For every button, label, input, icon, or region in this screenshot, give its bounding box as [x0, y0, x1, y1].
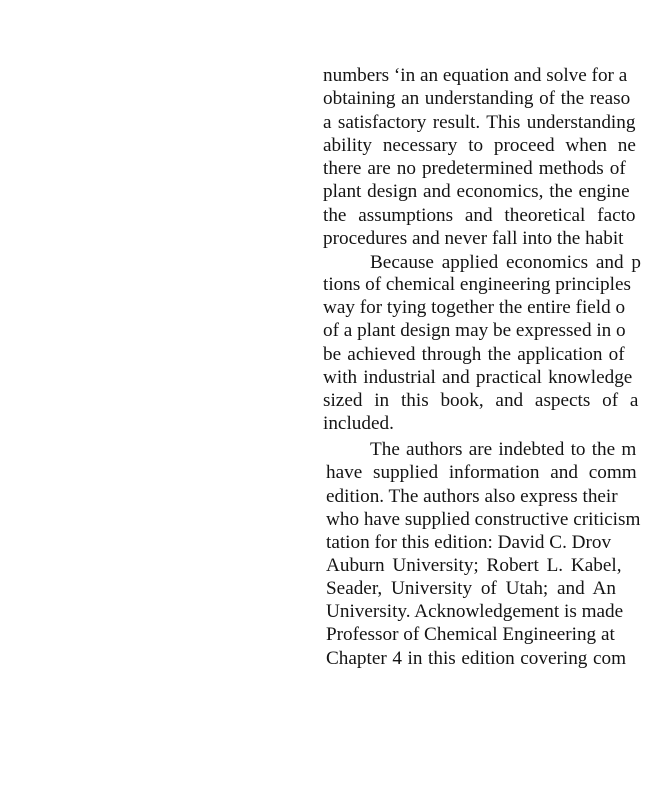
- text-line-2: obtaining an understanding of the reaso: [323, 88, 631, 109]
- text-line-18: have supplied information and comm: [326, 462, 637, 483]
- text-line-5: there are no predetermined methods of: [323, 158, 626, 179]
- text-line-13: be achieved through the application of: [323, 344, 625, 365]
- text-line-11: way for tying together the entire field o: [323, 297, 626, 318]
- text-line-3: a satisfactory result. This understanding: [323, 112, 636, 133]
- text-line-4: ability necessary to proceed when ne: [323, 135, 636, 156]
- text-line-16: included.: [323, 413, 394, 434]
- text-line-24: University. Acknowledgement is made: [326, 601, 624, 622]
- text-line-21: tation for this edition: David C. Drov: [326, 532, 612, 553]
- text-line-7: the assumptions and theoretical facto: [323, 205, 636, 226]
- text-line-25: Professor of Chemical Engineering at: [326, 624, 615, 645]
- text-line-23: Seader, University of Utah; and An: [326, 578, 616, 599]
- text-line-10: tions of chemical engineering principles: [323, 274, 631, 295]
- text-line-8: procedures and never fall into the habit: [323, 228, 624, 249]
- text-line-12: of a plant design may be expressed in o: [323, 320, 626, 341]
- text-line-22: Auburn University; Robert L. Kabel,: [326, 555, 622, 576]
- text-line-6: plant design and economics, the engine: [323, 181, 630, 202]
- text-line-1: numbers ‘in an equation and solve for a: [323, 65, 628, 86]
- text-line-19: edition. The authors also express their: [326, 486, 618, 507]
- text-line-9: Because applied economics and p: [370, 252, 641, 273]
- text-line-26: Chapter 4 in this edition covering com: [326, 648, 627, 669]
- text-line-15: sized in this book, and aspects of a: [323, 390, 639, 411]
- text-line-14: with industrial and practical knowledge: [323, 367, 633, 388]
- text-line-17: The authors are indebted to the m: [370, 439, 637, 460]
- text-line-20: who have supplied constructive criticism: [326, 509, 641, 530]
